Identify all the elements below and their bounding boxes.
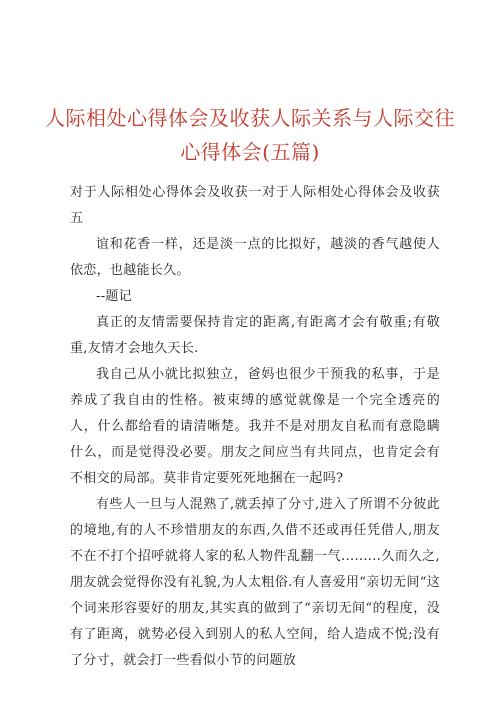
document-title-line-2: 心得体会(五篇) — [180, 140, 320, 164]
document-title-line-1: 人际相处心得体会及收获人际关系与人际交往 — [45, 106, 455, 130]
paragraph-boundaries: 有些人一旦与人混熟了,就丢掉了分寸,进入了所谓不分彼此的境地,有的人不珍惜朋友的东西,久借不还或再任凭借人,朋友不在不打个招呼就将人家的私人物件乱翻一气.........久而久之,朋友就会觉得你没有礼貌,为人太粗俗.有人喜爱用“亲切无间“这个词来形容要好的朋友,其实真的做到了“亲切无间“的程度，没有了距离，就势必侵入到别人的私人空间，给人造成不悦;没有了分寸，就会打一些看似小节的问题放 — [70, 497, 440, 668]
paragraph-independence: 我自己从小就比拟独立，爸妈也很少干预我的私事，于是养成了我自由的性格。被束缚的感觉就像是一个完全透亮的人，什么都给看的请清晰楚。我并不是对朋友自私而有意隐瞒什么，而是觉得没必要。朋友之间应当有共同点，也肯定会有不相交的局部。莫非肯定要死死地捆在一起吗? — [70, 367, 440, 486]
paragraph-epigraph-source: --题记 — [96, 289, 132, 304]
paragraph-intro: 对于人际相处心得体会及收获一对于人际相处心得体会及收获五 — [70, 185, 440, 226]
document-body — [70, 180, 440, 674]
paragraph-epigraph: 谊和花香一样，还是淡一点的比拟好，越淡的香气越使人依恋，也越能长久。 — [70, 237, 440, 278]
paragraph-friendship-distance: 真正的友情需要保持肯定的距离,有距离才会有敬重;有敬重,友情才会地久天长. — [70, 315, 440, 356]
